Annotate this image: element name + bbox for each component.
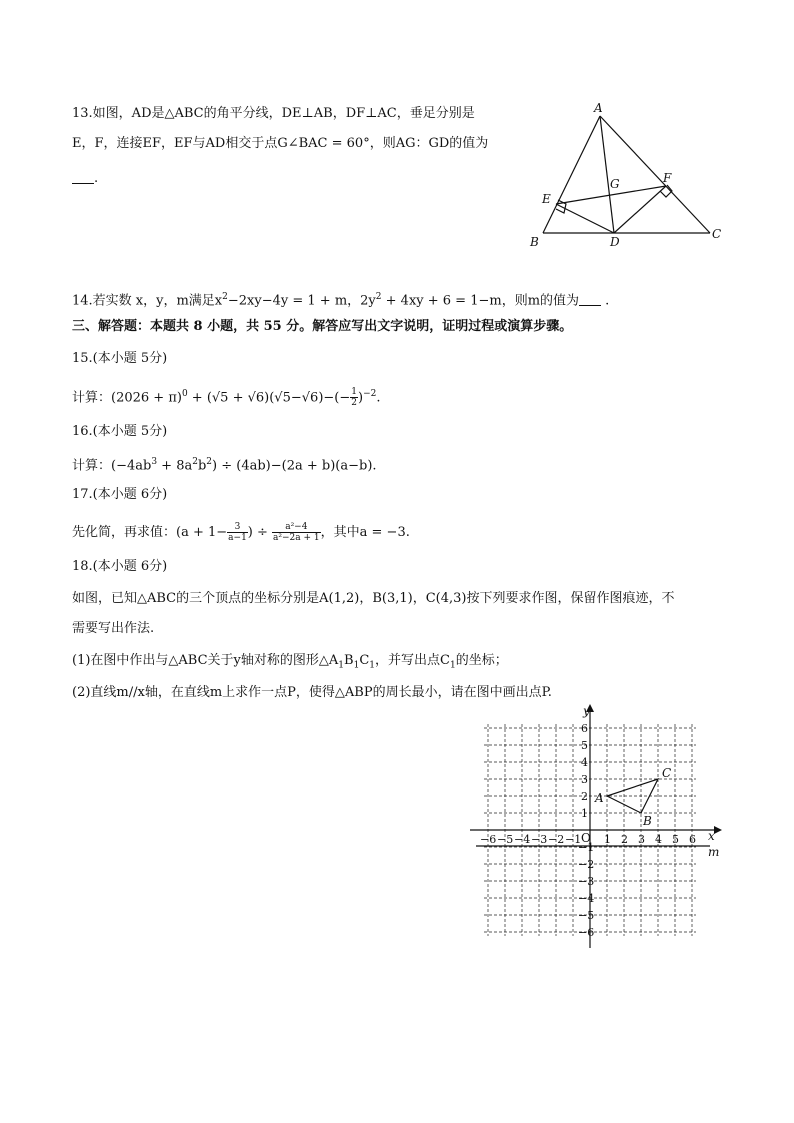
q14-text-b: −2xy−4y = 1 + m，2y — [227, 293, 376, 309]
y-tick-label: 5 — [581, 739, 588, 752]
q14-sup-b: 2 — [375, 292, 382, 302]
q18-line2: 需要写出作法. — [72, 621, 155, 636]
q18-part1-b: B — [344, 653, 354, 668]
point-c-label: C — [662, 766, 672, 780]
q16-header: 16.(本小题 5分) — [72, 424, 168, 439]
q18-sub-b1: 1 — [353, 660, 360, 671]
y-tick-label: 1 — [581, 807, 588, 820]
label-f: F — [663, 171, 672, 185]
q14-period: . — [601, 293, 610, 309]
q15-expression — [72, 385, 380, 408]
q17-f1-den: a−1 — [228, 533, 247, 543]
axes — [470, 704, 722, 948]
q15-fraction — [350, 387, 358, 408]
triangle-figure — [528, 100, 728, 250]
q18-part1-e: 的坐标； — [455, 653, 508, 668]
q18-line1: 如图，已知△ABC的三个顶点的坐标分别是A(1,2)，B(3,1)，C(4,3)按下列要求作图，保留作图痕迹，不 — [72, 591, 675, 606]
q15-expr-d: . — [376, 390, 381, 406]
q18-sub-c1b: 1 — [449, 660, 456, 671]
x-tick-label: −3 — [531, 833, 548, 846]
q14-text-a: 14.若实数 x，y，m满足x — [72, 293, 223, 309]
x-tick-label: −6 — [480, 833, 497, 846]
x-tick-label: 5 — [672, 833, 679, 846]
q15-expr-b: + (√5 + √6)(√5−√6)−(− — [187, 390, 351, 406]
q16-sup2a: 2 — [192, 457, 198, 467]
label-e: E — [542, 192, 551, 206]
q16-sup3: 3 — [151, 457, 158, 467]
answer-blank — [579, 293, 601, 306]
label-g: G — [610, 177, 620, 191]
x-tick-label: −4 — [514, 833, 531, 846]
q15-frac-den: 2 — [351, 398, 357, 409]
q17-header: 17.(本小题 6分) — [72, 487, 168, 502]
y-tick-label: −3 — [578, 875, 595, 888]
q13-line1: 13.如图，AD是△ABC的角平分线，DE⊥AB，DF⊥AC，垂足分别是 — [72, 106, 475, 121]
coordinate-grid — [470, 702, 730, 952]
q13-line3 — [72, 170, 98, 188]
q16-expr-d: ) ÷ (4ab)−(2a + b)(a−b). — [212, 458, 377, 474]
side-ac — [600, 116, 710, 233]
q15-sup-neg2: −2 — [363, 389, 377, 399]
y-tick-label: 3 — [581, 773, 588, 786]
q15-sup0: 0 — [181, 389, 188, 399]
x-tick-label: 1 — [604, 833, 611, 846]
q17-f1-num: 3 — [227, 522, 248, 533]
origin-label: O — [581, 831, 591, 845]
q18-header: 18.(本小题 6分) — [72, 559, 168, 574]
q15-expr-c: ) — [357, 390, 364, 406]
q16-expr-c: b — [197, 458, 207, 474]
label-b: B — [530, 235, 539, 249]
q14-sup-a: 2 — [222, 292, 228, 302]
q17-expr-c: ，其中a = −3. — [320, 525, 410, 540]
label-a: A — [594, 101, 603, 115]
q16-expr-b: + 8a — [157, 458, 193, 474]
q13-period: . — [94, 171, 99, 186]
y-tick-label: 4 — [581, 756, 588, 769]
q17-expr-b: ) ÷ — [247, 525, 273, 540]
x-tick-label: −5 — [497, 833, 514, 846]
y-tick-label: −4 — [578, 892, 595, 905]
section-3-heading: 三、解答题：本题共 8 小题，共 55 分。解答应写出文字说明，证明过程或演算步骤。 — [72, 319, 573, 334]
label-d: D — [610, 235, 620, 249]
x-axis-arrow — [714, 826, 722, 834]
x-tick-label: −2 — [548, 833, 565, 846]
label-c: C — [712, 227, 722, 241]
q13-line2: E，F，连接EF，EF与AD相交于点G∠BAC = 60°，则AG：GD的值为 — [72, 136, 489, 151]
q18-part1-d: ，并写出点C — [375, 653, 450, 668]
q17-fraction-1 — [227, 522, 248, 543]
q15-frac-num: 1 — [351, 387, 357, 398]
q17-f2-num: a²−4 — [272, 522, 321, 533]
y-tick-label: −2 — [578, 858, 595, 871]
q17-expr-a: 先化简，再求值：(a + 1− — [72, 525, 228, 540]
q16-expr-a: 计算：(−4ab — [72, 458, 152, 474]
x-axis-label: x — [708, 829, 715, 843]
point-a-label: A — [595, 791, 604, 805]
y-tick-label: −6 — [578, 926, 595, 939]
q15-header: 15.(本小题 5分) — [72, 351, 168, 366]
q17-f2-den: a²−2a + 1 — [273, 533, 320, 543]
q16-sup2b: 2 — [206, 457, 213, 467]
q16-expression — [72, 453, 377, 475]
segment-ad — [600, 116, 614, 233]
y-axis-label: y — [583, 704, 590, 718]
q18-part2: (2)直线m//x轴，在直线m上求作一点P，使得△ABP的周长最小，请在图中画出点P. — [72, 685, 552, 700]
y-tick-label: 6 — [581, 722, 588, 735]
q17-expression — [72, 520, 410, 546]
point-b-label: B — [643, 814, 652, 828]
side-ab — [543, 116, 600, 233]
x-tick-label: 3 — [638, 833, 645, 846]
x-tick-label: 6 — [689, 833, 696, 846]
q17-fraction-2 — [272, 522, 321, 543]
y-tick-label: −1 — [578, 841, 595, 854]
x-tick-label: −1 — [565, 833, 582, 846]
answer-blank — [72, 171, 94, 184]
q14-line — [72, 288, 609, 310]
y-tick-label: 2 — [581, 790, 588, 803]
y-tick-label: −5 — [578, 909, 595, 922]
q18-sub-c1: 1 — [369, 660, 375, 671]
q18-part1-a: (1)在图中作出与△ABC关于y轴对称的图形△A — [72, 653, 339, 668]
line-m-label: m — [708, 845, 720, 859]
q18-sub-a1: 1 — [338, 660, 345, 671]
q15-expr-a: 计算：(2026 + π) — [72, 390, 182, 406]
q18-part1 — [72, 652, 508, 675]
x-tick-label: 4 — [655, 833, 662, 846]
q14-text-c: + 4xy + 6 = 1−m，则m的值为 — [381, 293, 580, 309]
x-tick-label: 2 — [621, 833, 628, 846]
q18-part1-c: C — [359, 653, 370, 668]
